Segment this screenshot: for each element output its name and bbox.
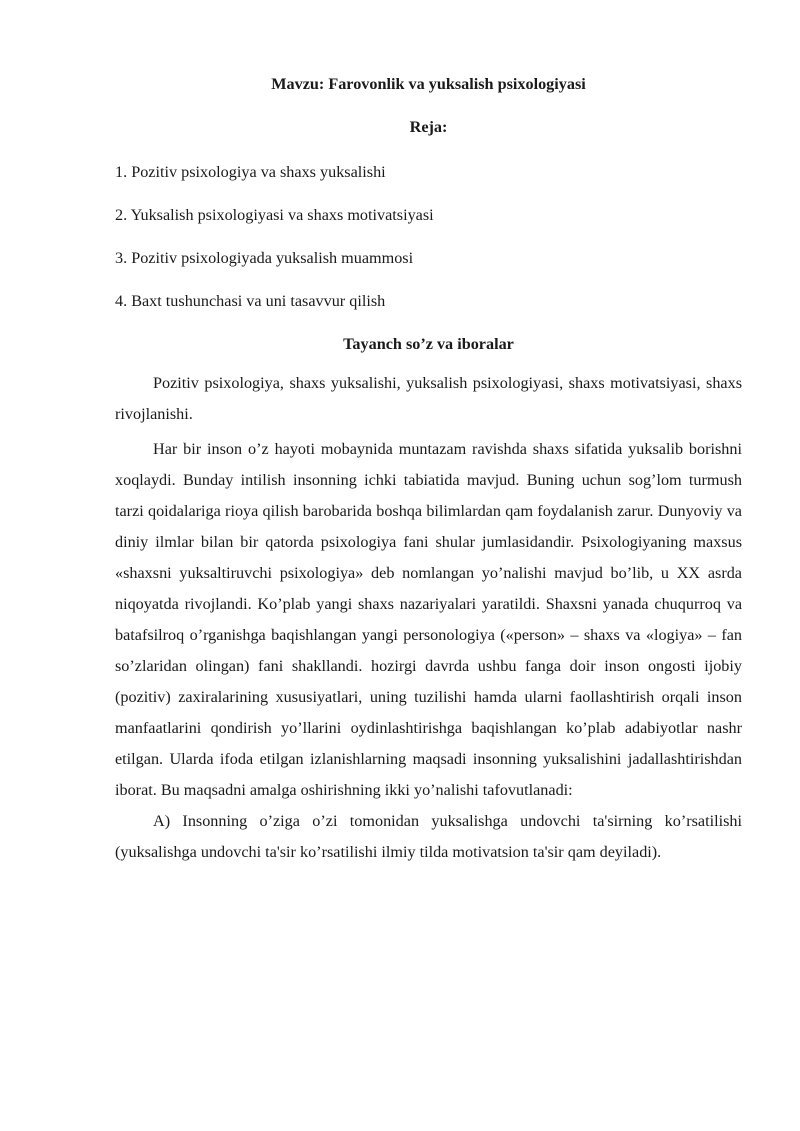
keywords-heading: Tayanch so’z va iboralar (343, 335, 514, 353)
body-paragraph: Har bir inson o’z hayoti mobaynida muntazam ravishda shaxs sifatida yuksalib borishni xoqlaydi. Bunday intilish insonning ichki tabiatida mavjud. Buning uchun sog’lom turmush tarzi qoidalariga rioya qilish barobarida boshqa bilimlardan qam foydalanish zarur. Dunyoviy va diniy ilmlar bilan bir qatorda psixologiya fani shular jumlasidandir. Psixologiyaning maxsus «shaxsni yuksaltiruvchi psixologiya» deb nomlangan yo’nalishi mavjud bo’lib, u XX asrda niqoyatda rivojlandi. Ko’plab yangi shaxs nazariyalari yaratildi. Shaxsni yanada chuqurroq va batafsilroq o’rganishga baqishlangan yangi personologiya («person» – shaxs va «logiya» – fan so’zlaridan olingan) fani shakllandi. hozirgi davrda ushbu fanga doir inson ongosti ijobiy (pozitiv) zaxiralarining xususiyatlari, uning tuzilishi hamda ularni faollashtirish orqali inson manfaatlarini qondirish yo’llarini oydinlashtirishga baqishlangan ko’plab adabiyotlar nashr etilgan. Ularda ifoda etilgan izlanishlarning maqsadi insonning yuksalishini jadallashtirishdan iborat. Bu maqsadni amalga oshirishning ikki yo’nalishi tafovutlanadi: (115, 440, 742, 799)
body-paragraph: A) Insonning o’ziga o’zi tomonidan yuksalishga undovchi ta'sirning ko’rsatilishi (yuksalishga undovchi ta'sir ko’rsatilishi ilmiy tilda motivatsion ta'sir qam deyiladi). (115, 812, 742, 861)
document-title: Mavzu: Farovonlik va yuksalish psixologiyasi (271, 75, 586, 93)
plan-list (115, 160, 742, 313)
plan-item: 1. Pozitiv psixologiya va shaxs yuksalishi (115, 163, 386, 181)
keywords-paragraph: Pozitiv psixologiya, shaxs yuksalishi, yuksalish psixologiyasi, shaxs motivatsiyasi, shaxs rivojlanishi. (115, 374, 742, 423)
plan-item: 3. Pozitiv psixologiyada yuksalish muammosi (115, 249, 414, 267)
plan-item: 4. Baxt tushunchasi va uni tasavvur qilish (115, 292, 386, 310)
document-page (115, 72, 742, 868)
plan-heading: Reja: (409, 118, 448, 136)
plan-item: 2. Yuksalish psixologiyasi va shaxs motivatsiyasi (115, 206, 434, 224)
